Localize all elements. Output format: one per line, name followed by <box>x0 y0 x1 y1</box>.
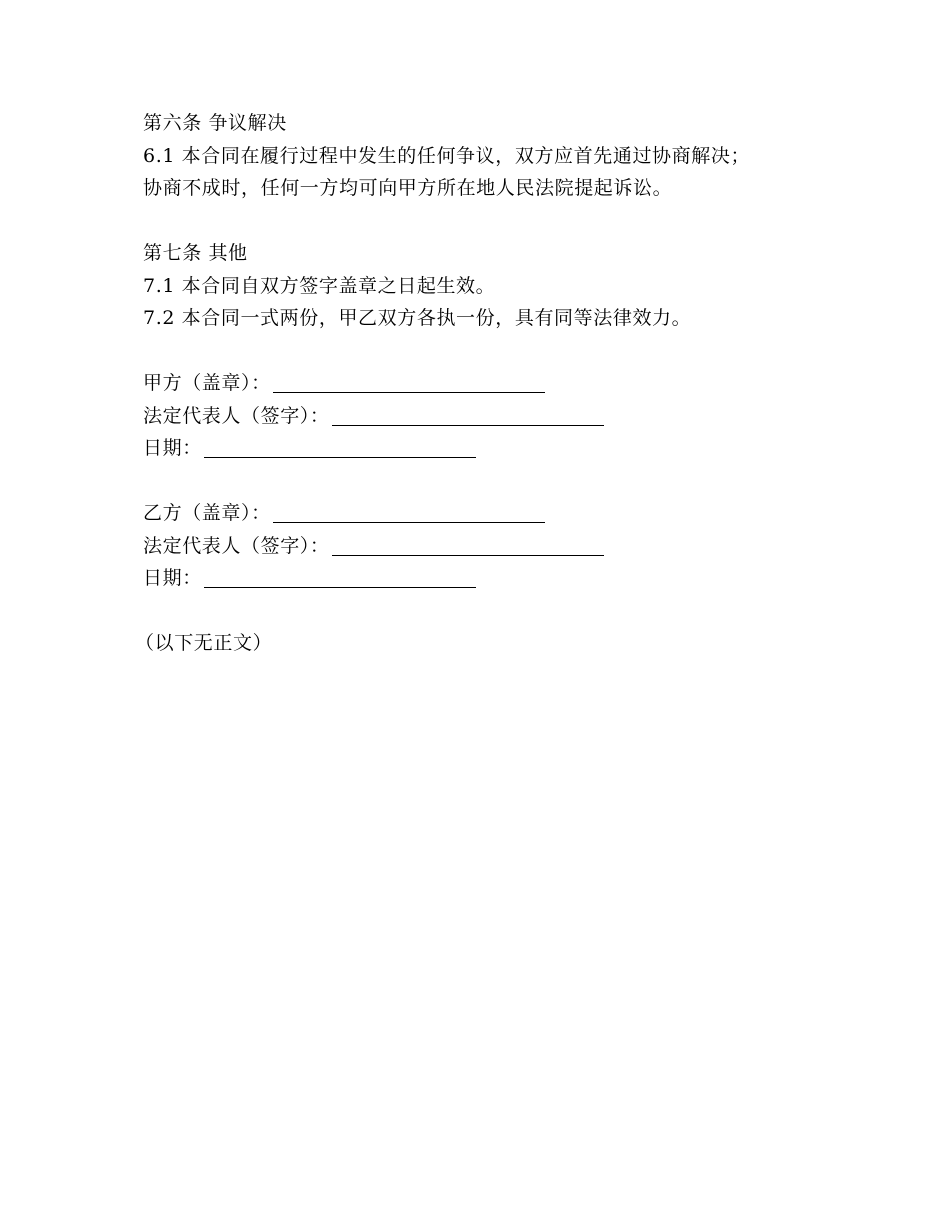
party-a-seal-label: 甲方（盖章）： <box>143 372 271 394</box>
party-b-seal-row <box>143 497 843 530</box>
spacer <box>143 465 843 498</box>
party-b-rep-row <box>143 530 843 563</box>
clause-7-2: 7.2 本合同一式两份，甲乙双方各执一份，具有同等法律效力。 <box>143 307 692 329</box>
party-a-date-label: 日期： <box>143 437 202 459</box>
party-a-rep-line <box>332 405 604 426</box>
contract-page <box>135 107 843 660</box>
party-b-date-line <box>204 567 476 588</box>
party-a-rep-label: 法定代表人（签字）： <box>143 404 330 427</box>
party-a-seal-row <box>143 367 843 400</box>
spacer <box>143 595 843 628</box>
clause-6-1-line-1: 6.1 本合同在履行过程中发生的任何争议，双方应首先通过协商解决； <box>143 144 751 167</box>
article-7-heading: 第七条 其他 <box>143 242 248 264</box>
article-6-heading: 第六条 争议解决 <box>143 112 287 134</box>
party-a-seal-line <box>273 372 545 393</box>
party-b-date-row <box>143 562 843 595</box>
party-b-rep-line <box>332 535 604 556</box>
clause-7-1: 7.1 本合同自双方签字盖章之日起生效。 <box>143 274 496 297</box>
party-b-date-label: 日期： <box>143 567 202 589</box>
party-a-rep-row <box>143 400 843 433</box>
party-b-seal-label: 乙方（盖章）： <box>143 502 271 524</box>
party-b-rep-label: 法定代表人（签字）： <box>143 534 330 557</box>
party-a-date-line <box>204 437 476 458</box>
spacer <box>143 205 843 238</box>
spacer <box>143 335 843 368</box>
closing-note: （以下无正文） <box>135 632 273 654</box>
party-b-seal-line <box>273 502 545 523</box>
party-a-date-row <box>143 432 843 465</box>
clause-6-1-line-2: 协商不成时，任何一方均可向甲方所在地人民法院提起诉讼。 <box>143 177 673 199</box>
